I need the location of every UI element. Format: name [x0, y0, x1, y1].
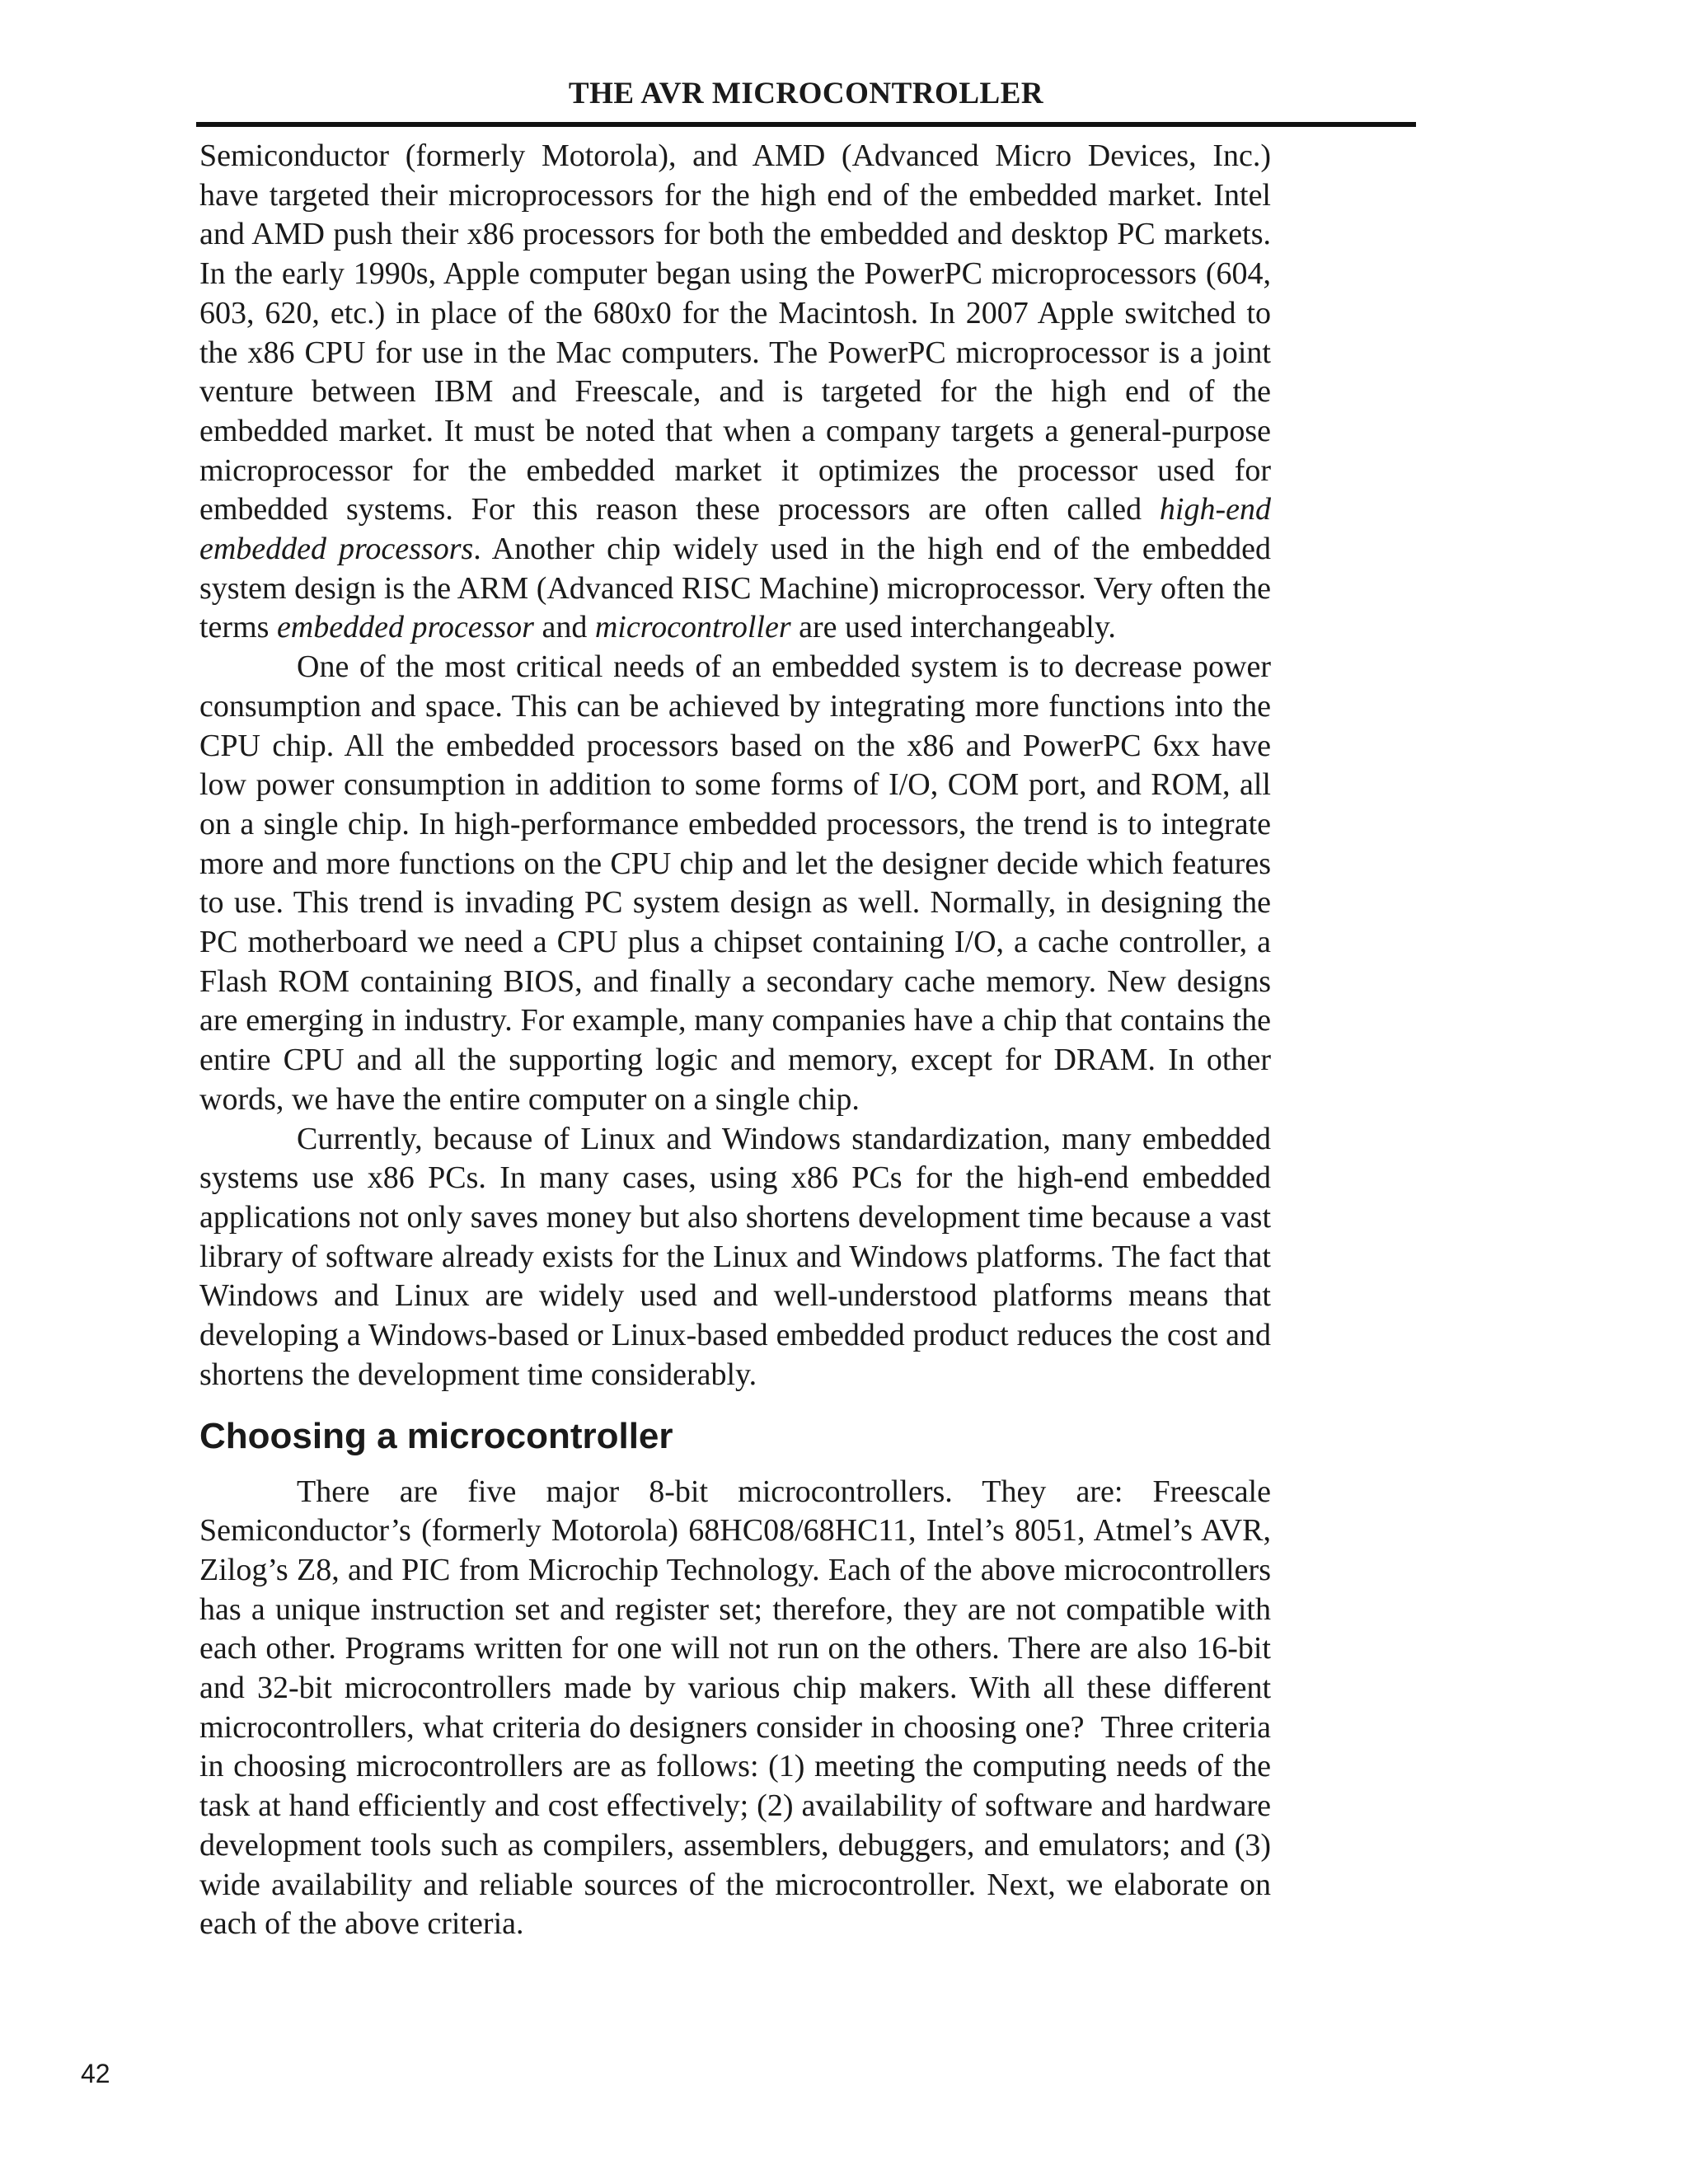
- paragraph-4: There are five major 8-bit microcontrollers. They are: Freescale Semiconductor’s (formerly Motorola) 68HC08/68HC11, Intel’s 8051, Atmel’s AVR, Zilog’s Z8, and PIC from Microchip Technology. Each of the above microcontrollers has a unique instruction set and register set; therefore, they are not compatible with each other. Programs written for one will not run on the others. There are also 16-bit and 32-bit microcontrollers made by various chip makers. With all these different microcontrollers, what criteria do designers consider in choosing one? Three criteria in choosing microcontrollers are as follows: (1) meeting the computing needs of the task at hand efficiently and cost effectively; (2) availability of software and hardware development tools such as compilers, assemblers, debuggers, and emulators; and (3) wide availability and reliable sources of the microcontroller. Next, we elaborate on each of the above criteria.: [199, 1474, 1271, 1942]
- paragraph-1: [199, 137, 1271, 648]
- paragraph-1-text-d: are used interchangeably.: [790, 610, 1116, 645]
- running-header: THE AVR MICROCONTROLLER: [568, 77, 1044, 110]
- section-heading: Choosing a microcontroller: [199, 1415, 673, 1456]
- paragraph-2: One of the most critical needs of an embedded system is to decrease power consumption and space. This can be achieved by integrating more functions into the CPU chip. All the embedded processors based on the x86 and PowerPC 6xx have low power consumption in addition to some forms of I/O, COM port, and ROM, all on a single chip. In high-performance embedded processors, the trend is to integrate more and more functions on the CPU chip and let the designer decide which features to use. This trend is invading PC system design as well. Normally, in designing the PC motherboard we need a CPU plus a chipset containing I/O, a cache controller, a Flash ROM containing BIOS, and finally a secondary cache memory. New designs are emerging in industry. For example, many companies have a chip that contains the entire CPU and all the supporting logic and memory, except for DRAM. In other words, we have the entire computer on a single chip.: [199, 649, 1271, 1117]
- page-body: [199, 137, 1271, 1944]
- term-embedded-processor: embedded processor: [276, 610, 534, 645]
- term-high-end-embedded-processors: high-end embedded processors: [199, 492, 1271, 567]
- term-microcontroller: microcontroller: [594, 610, 791, 645]
- page-number: 42: [81, 2059, 110, 2088]
- header-rule: [196, 122, 1416, 127]
- paragraph-1-text-b: . Another chip widely used in the high end of the embedded system design is the ARM (Advanced RISC Machine) microprocessor. Very often the terms: [199, 532, 1271, 645]
- paragraph-1-text-a: Semiconductor (formerly Motorola), and AMD (Advanced Micro Devices, Inc.) have targeted their microprocessors for the high end of the embedded market. Intel and AMD push their x86 processors for both the embedded and desktop PC markets. In the early 1990s, Apple computer began using the PowerPC microprocessors (604, 603, 620, etc.) in place of the 680x0 for the Macintosh. In 2007 Apple switched to the x86 CPU for use in the Mac computers. The PowerPC microprocessor is a joint venture between IBM and Freescale, and is targeted for the high end of the embedded market. It must be noted that when a company targets a general-purpose microprocessor for the embedded market it optimizes the processor used for embedded systems. For this reason these processors are often called: [199, 138, 1271, 527]
- paragraph-1-text-c: and: [533, 610, 595, 645]
- paragraph-3: Currently, because of Linux and Windows standardization, many embedded systems use x86 PCs. In many cases, using x86 PCs for the high-end embedded applications not only saves money but also shortens development time because a vast library of software already exists for the Linux and Windows platforms. The fact that Windows and Linux are widely used and well-understood platforms means that developing a Windows-based or Linux-based embedded product reduces the cost and shortens the development time considerably.: [199, 1121, 1271, 1392]
